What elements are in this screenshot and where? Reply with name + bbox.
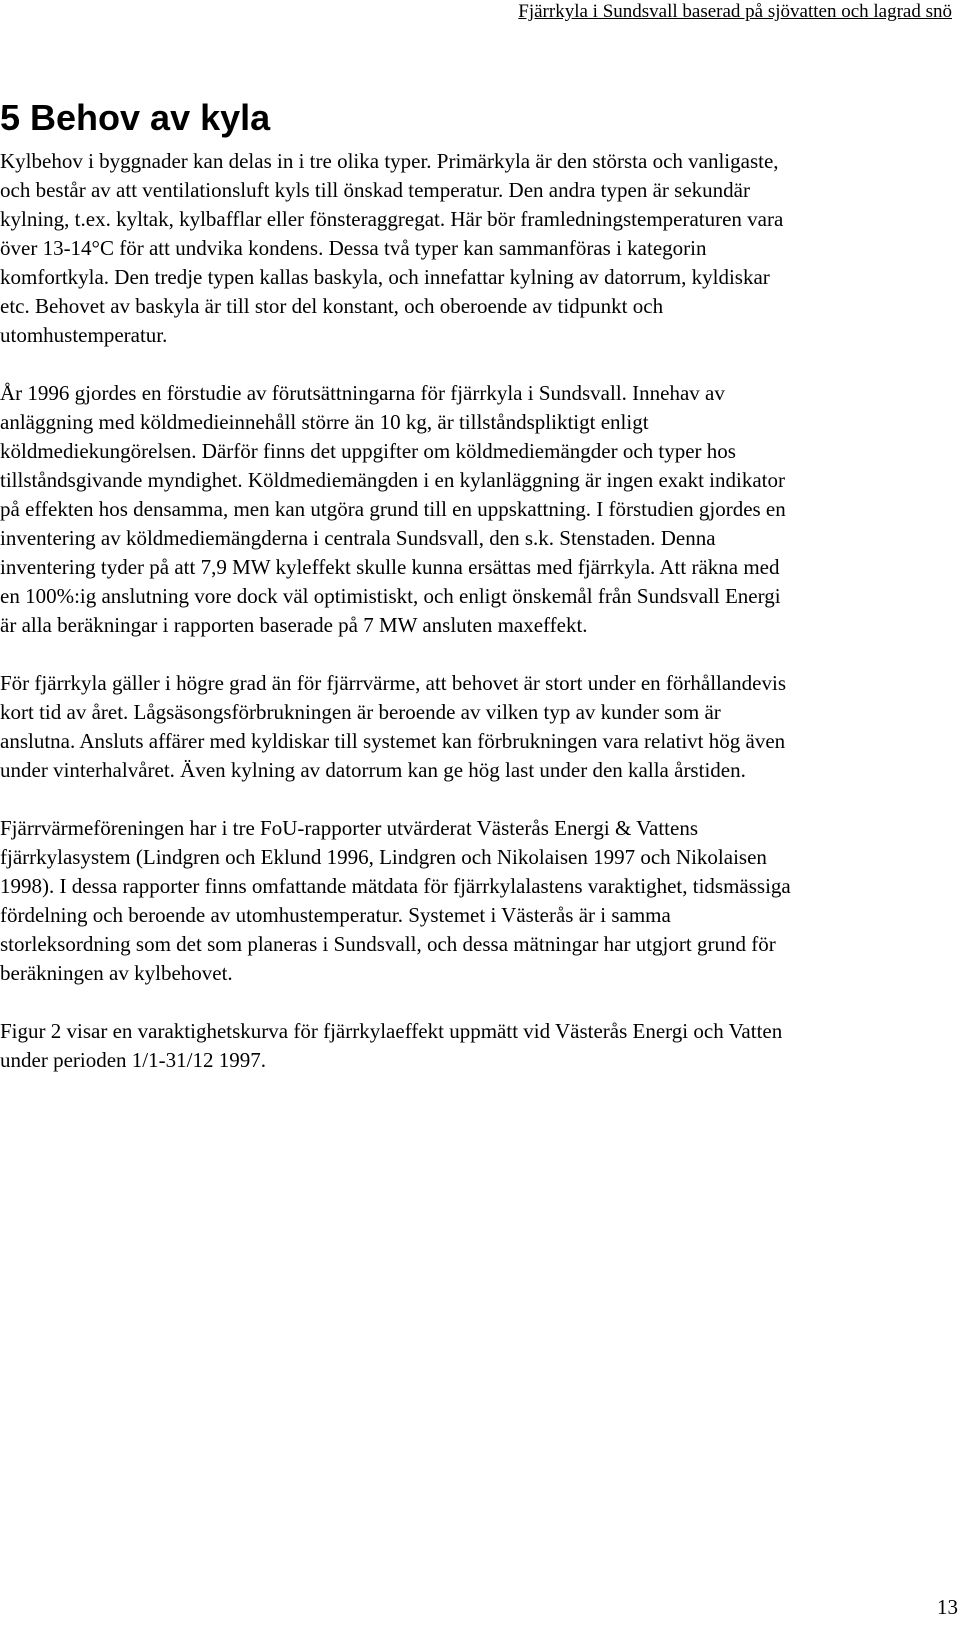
text-line: fördelning och beroende av utomhustemperatur. Systemet i Västerås är i samma <box>0 903 671 927</box>
text-line: inventering av köldmediemängderna i centrala Sundsvall, den s.k. Stenstaden. Denna <box>0 526 716 550</box>
page-number: 13 <box>937 1595 958 1619</box>
paragraph-prestudy-1996 <box>0 379 958 640</box>
text-line: under vinterhalvåret. Även kylning av datorrum kan ge hög last under den kalla årstiden. <box>0 758 746 782</box>
text-line: Figur 2 visar en varaktighetskurva för fjärrkylaeffekt uppmätt vid Västerås Energi och Vatten <box>0 1019 783 1043</box>
paragraph-figure-reference <box>0 1017 958 1075</box>
text-line: och består av att ventilationsluft kyls till önskad temperatur. Den andra typen är sekundär <box>0 178 750 202</box>
text-line: 1998). I dessa rapporter finns omfattande mätdata för fjärrkylalastens varaktighet, tidsmässiga <box>0 874 791 898</box>
text-line: kylning, t.ex. kyltak, kylbafflar eller fönsteraggregat. Här bör framledningstemperaturen vara <box>0 207 784 231</box>
text-line: inventering tyder på att 7,9 MW kyleffekt skulle kunna ersättas med fjärrkyla. Att räkna med <box>0 555 780 579</box>
text-line: under perioden 1/1-31/12 1997. <box>0 1048 266 1072</box>
text-line: en 100%:ig anslutning vore dock väl optimistiskt, och enligt önskemål från Sundsvall Energi <box>0 584 781 608</box>
paragraph-research-reports <box>0 814 958 988</box>
text-line: är alla beräkningar i rapporten baserade på 7 MW ansluten maxeffekt. <box>0 613 588 637</box>
chapter-heading: 5 Behov av kyla <box>0 97 271 138</box>
text-line: köldmediekungörelsen. Därför finns det uppgifter om köldmediemängder och typer hos <box>0 439 736 463</box>
text-line: fjärrkylasystem (Lindgren och Eklund 1996, Lindgren och Nikolaisen 1997 och Nikolaisen <box>0 845 767 869</box>
text-line: Fjärrvärmeföreningen har i tre FoU-rapporter utvärderat Västerås Energi & Vattens <box>0 816 699 840</box>
running-header: Fjärrkyla i Sundsvall baserad på sjövatten och lagrad snö <box>518 1 952 22</box>
text-line: över 13-14°C för att undvika kondens. Dessa två typer kan sammanföras i kategorin <box>0 236 707 260</box>
text-line: storleksordning som det som planeras i Sundsvall, och dessa mätningar har utgjort grund för <box>0 932 776 956</box>
text-line: komfortkyla. Den tredje typen kallas baskyla, och innefattar kylning av datorrum, kyldiskar <box>0 265 770 289</box>
text-line: För fjärrkyla gäller i högre grad än för fjärrvärme, att behovet är stort under en förhållandevis <box>0 671 787 695</box>
text-line: beräkningen av kylbehovet. <box>0 961 233 985</box>
text-line: på effekten hos densamma, men kan utgöra grund till en uppskattning. I förstudien gjordes en <box>0 497 786 521</box>
body-text <box>0 147 958 1104</box>
text-line: År 1996 gjordes en förstudie av förutsättningarna för fjärrkyla i Sundsvall. Innehav av <box>0 381 725 405</box>
paragraph-cooling-types <box>0 147 958 350</box>
text-line: Kylbehov i byggnader kan delas in i tre olika typer. Primärkyla är den största och vanligaste, <box>0 149 779 173</box>
text-line: anslutna. Ansluts affärer med kyldiskar till systemet kan förbrukningen vara relativt hög även <box>0 729 786 753</box>
text-line: etc. Behovet av baskyla är till stor del konstant, och oberoende av tidpunkt och <box>0 294 664 318</box>
text-line: anläggning med köldmedieinnehåll större än 10 kg, är tillståndspliktigt enligt <box>0 410 649 434</box>
text-line: utomhustemperatur. <box>0 323 168 347</box>
text-line: kort tid av året. Lågsäsongsförbrukningen är beroende av vilken typ av kunder som är <box>0 700 721 724</box>
paragraph-seasonal-demand <box>0 669 958 785</box>
text-line: tillståndsgivande myndighet. Köldmediemängden i en kylanläggning är ingen exakt indikator <box>0 468 785 492</box>
